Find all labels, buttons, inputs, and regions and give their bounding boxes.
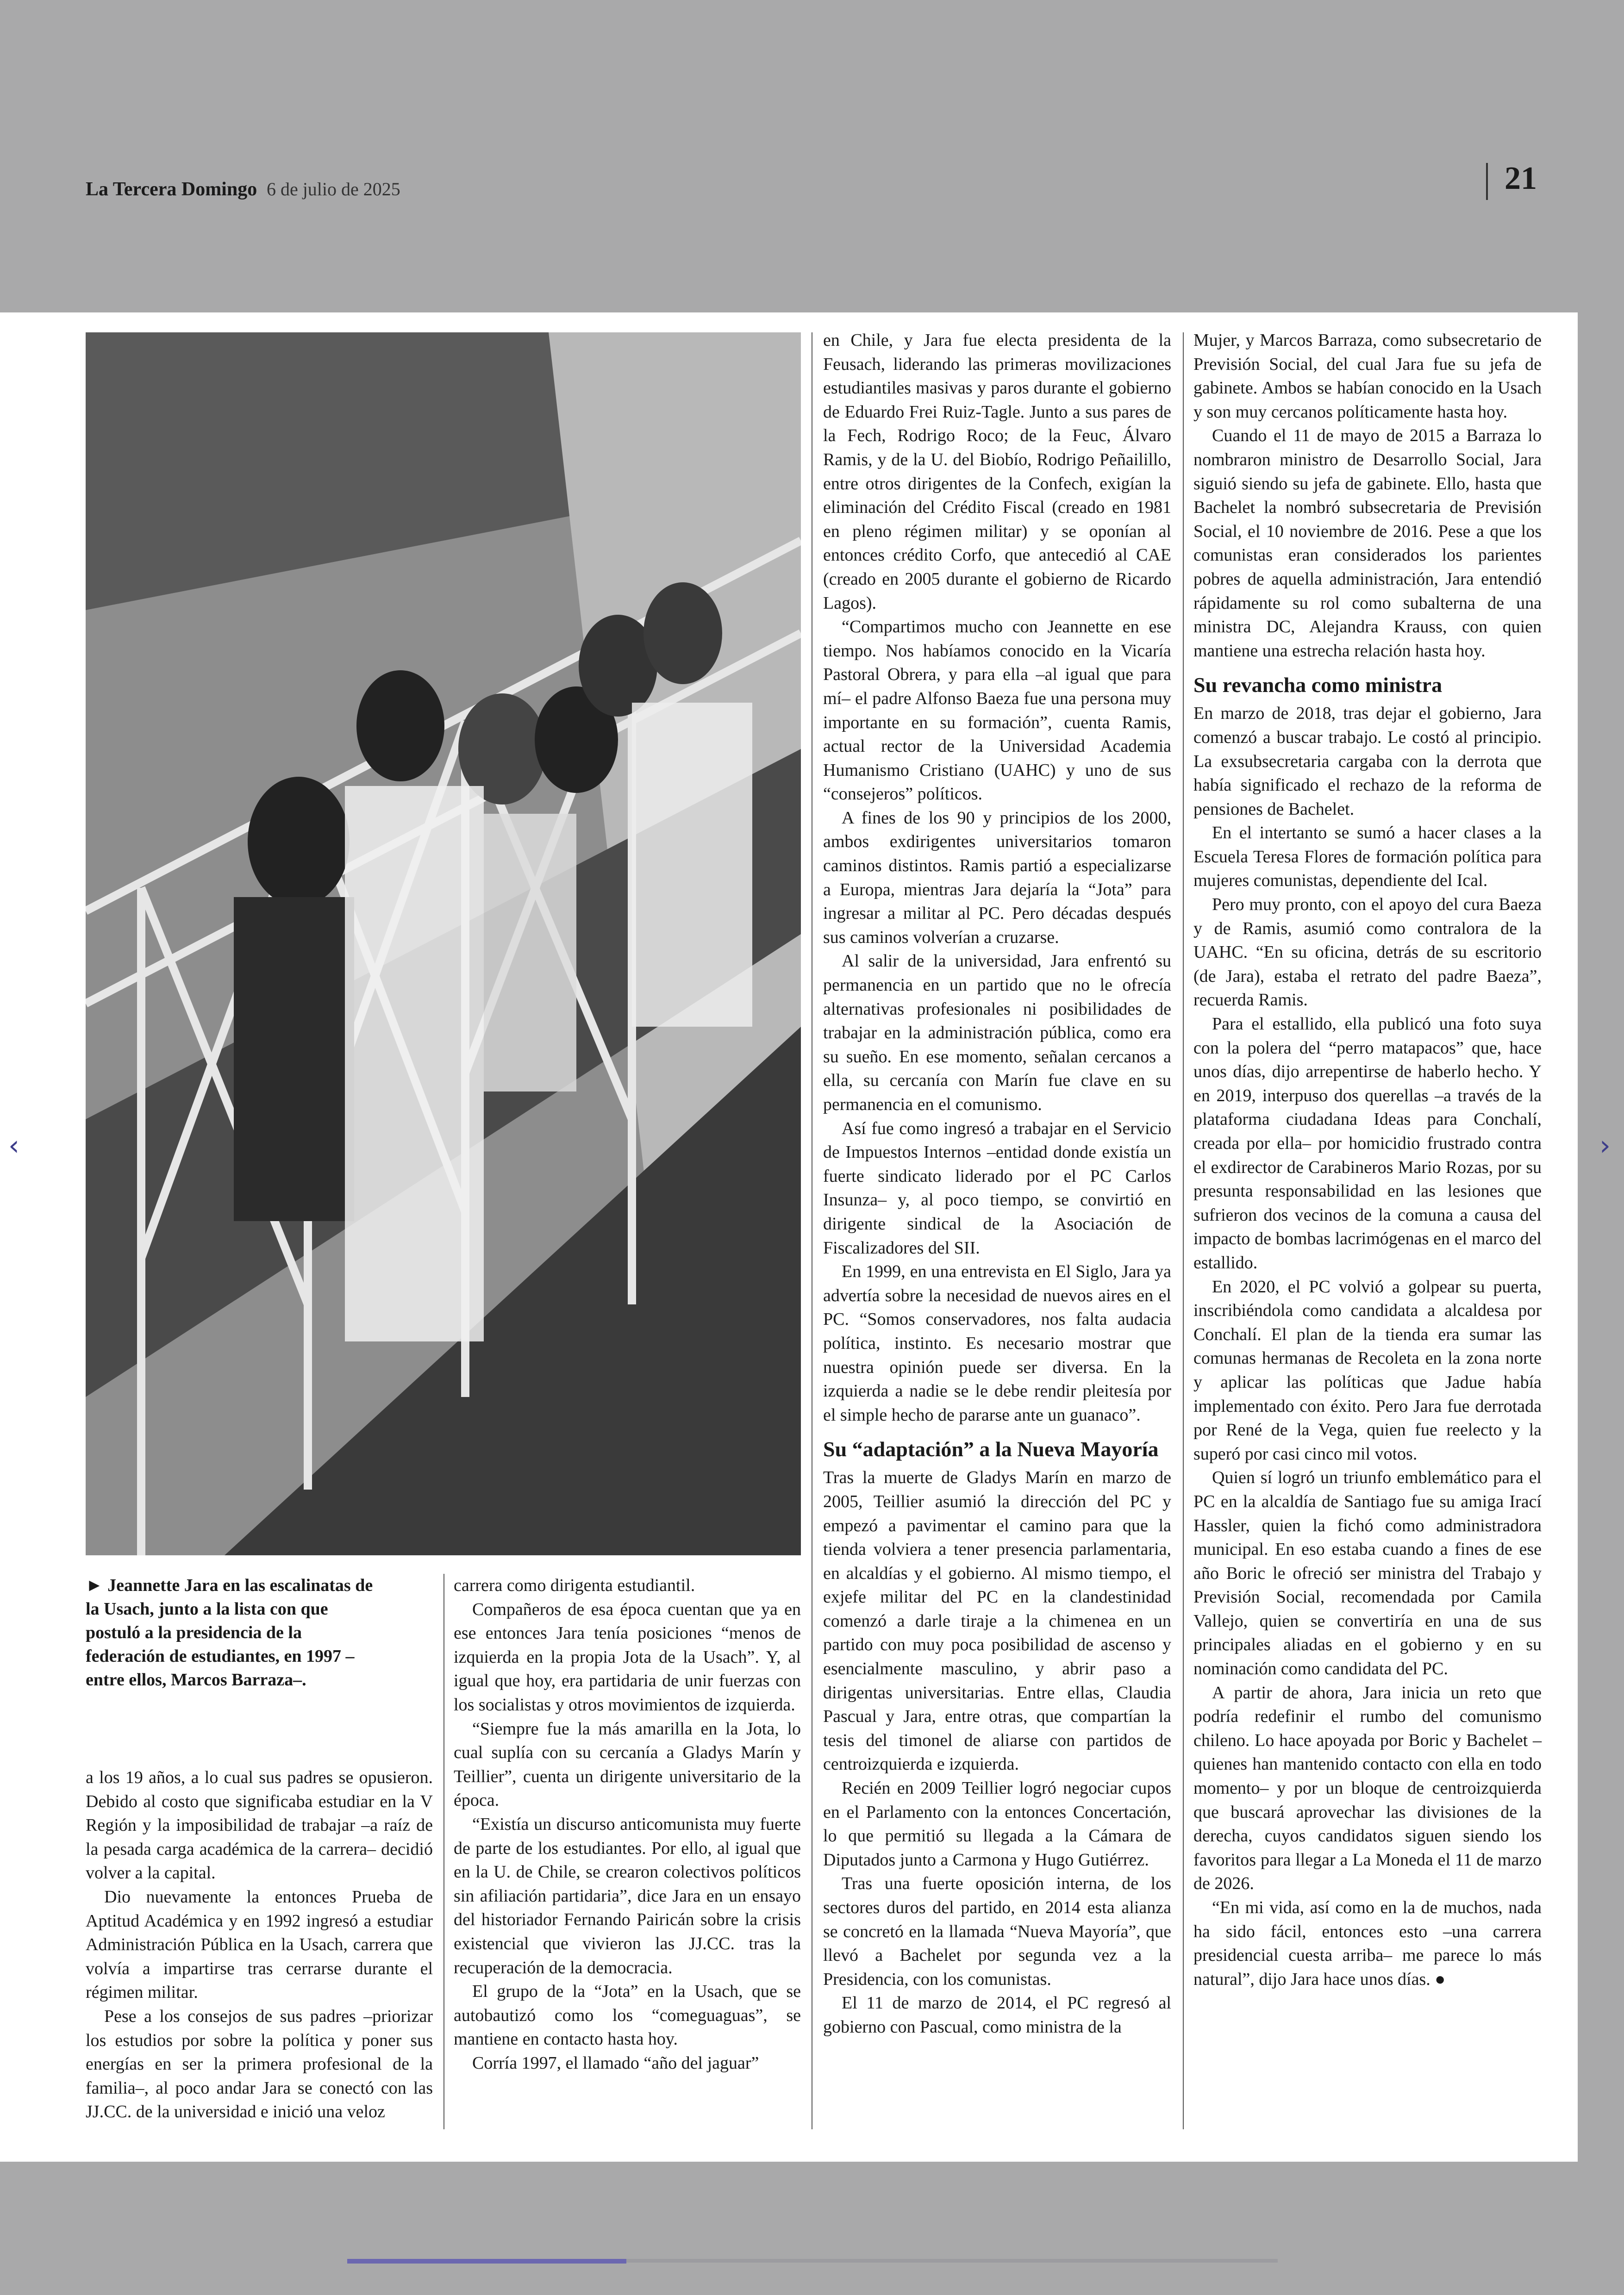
end-of-article-icon: ●: [1435, 1969, 1446, 1989]
paragraph: Compañeros de esa época cuentan que ya en ese entonces Jara tenía posiciones “menos de izquierda en la propia Jota de la Usach”. Y, al igual que hoy, era partidaria de unir fuerzas con los socialistas y otros movimientos de izquierda.: [454, 1599, 801, 1715]
paragraph: A fines de los 90 y principios de los 2000, ambos exdirigentes universitarios tomaron caminos distintos. Ramis partió a especializarse a Europa, mientras Jara dejaría la “Jota” para ingresar a militar al PC. Pero décadas después sus caminos volverían a cruzarse.: [823, 808, 1171, 947]
next-page-button[interactable]: [1599, 1129, 1611, 1162]
paragraph: “Compartimos mucho con Jeannette en ese tiempo. Nos habíamos conocido en la Vicaría Pastoral Obrera, y para ella –al igual que para mí– el padre Alfonso Baeza fue una persona muy importante en su formación”, cuenta Ramis, actual rector de la Universidad Academia Humanismo Cristiano (UAHC) y uno de sus “consejeros” políticos.: [823, 617, 1171, 804]
article-column-4: [1193, 329, 1542, 1991]
paragraph: carrera como dirigenta estudiantil.: [454, 1576, 695, 1595]
paragraph: Tras una fuerte oposición interna, de los sectores duros del partido, en 2014 esta alianza se concretó en la llamada “Nueva Mayoría”, que llevó a Bachelet por segunda vez a la Presidencia, con los comunistas.: [823, 1874, 1171, 1989]
article-column-2: [454, 1574, 801, 2075]
paragraph: El grupo de la “Jota” en la Usach, que se autobautizó como los “comeguaguas”, se mantiene en contacto hasta hoy.: [454, 1982, 801, 2049]
staircase-photo-illustration: [86, 332, 801, 1555]
paragraph: Dio nuevamente la entonces Prueba de Aptitud Académica y en 1992 ingresó a estudiar Administración Pública en la Usach, carrera que volvía a impartirse tras cerrarse durante el régimen militar.: [86, 1887, 433, 2002]
previous-page-button[interactable]: [8, 1129, 19, 1162]
subheading: Su “adaptación” a la Nueva Mayoría: [823, 1437, 1159, 1461]
paragraph: Pese a los consejos de sus padres –priorizar los estudios por sobre la política y poner sus energías en ser la primera profesional de la familia–, al poco andar Jara se conectó con las JJ.CC. de la universidad e inició una veloz: [86, 2006, 433, 2122]
paragraph: Recién en 2009 Teillier logró negociar cupos en el Parlamento con la entonces Concertación, lo que permitió su llegada a la Cámara de Diputados junto a Carmona y Hugo Gutiérrez.: [823, 1778, 1171, 1870]
paragraph: Quien sí logró un triunfo emblemático para el PC en la alcaldía de Santiago fue su amiga Irací Hassler, quien la fichó como administradora municipal. En eso estaba cuando a fines de ese año Boric le ofreció ser ministra del Trabajo y Previsión Social, recomendada por Camila Vallejo, quien se convertiría en una de sus principales aliadas en el gobierno y en su nominación como candidata del PC.: [1193, 1468, 1542, 1679]
paragraph: “Siempre fue la más amarilla en la Jota, lo cual suplía con su cercanía a Gladys Marín y Teillier”, cuenta un dirigente universitario de la época.: [454, 1719, 801, 1810]
paragraph: en Chile, y Jara fue electa presidenta de la Feusach, liderando las primeras movilizaciones estudiantiles masivas y paros durante el gobierno de Eduardo Frei Ruiz-Tagle. Junto a sus pares de la Fech, Rodrigo Roco; de la Feuc, Álvaro Ramis, y de la U. del Biobío, Rodrigo Peñailillo, entre otros dirigentes de la Confech, exigían la eliminación del Crédito Fiscal (creado en 1981 en pleno régimen militar) y se oponían al entonces crédito Corfo, que antecedió al CAE (creado en 2005 durante el gobierno de Ricardo Lagos).: [823, 331, 1171, 613]
paragraph: En 2020, el PC volvió a golpear su puerta, inscribiéndola como candidata a alcaldesa por Conchalí. El plan de la tienda era sumar las comunas hermanas de Recoleta en la zona norte y aplicar las políticas que Jadue había implementado con éxito. Pero Jara fue derrotada por René de la Vega, quien fue reelecto y la superó por casi cinco mil votos.: [1193, 1277, 1542, 1464]
caption-marker: ►: [86, 1576, 103, 1595]
page-number: 21: [1505, 161, 1537, 196]
chevron-left-icon: ‹: [8, 1129, 19, 1162]
reading-progress-fill: [347, 2259, 626, 2264]
paragraph: Pero muy pronto, con el apoyo del cura Baeza y de Ramis, asumió como contralora de la UAHC. “En su oficina, detrás de su escritorio (de Jara), estaba el retrato del padre Baeza”, recuerda Ramis.: [1193, 895, 1542, 1010]
paragraph: A partir de ahora, Jara inicia un reto que podría redefinir el rumbo del comunismo chileno. Lo hace apoyada por Boric y Bachelet –quienes han mantenido contacto con ella en todo momento– y por un bloque de centroizquierda que buscará aprovechar las divisiones de la derecha, cuyos candidatos siguen siendo los favoritos para llegar a La Moneda el 11 de marzo de 2026.: [1193, 1683, 1542, 1894]
paragraph: En marzo de 2018, tras dejar el gobierno, Jara comenzó a buscar trabajo. Le costó al principio. La exsubsecretaria cargaba con la derrota que había significado el rechazo de la reforma de pensiones de Bachelet.: [1193, 704, 1542, 819]
closing-quote: “En mi vida, así como en la de muchos, nada ha sido fácil, entonces esto –una carrera presidencial cuesta arriba– me parece lo más natural”, dijo Jara hace unos días.: [1193, 1898, 1542, 1989]
photo-caption: [86, 1574, 382, 1692]
publication-name: La Tercera Domingo: [86, 179, 257, 200]
page-number-divider: [1486, 163, 1488, 200]
paragraph: El 11 de marzo de 2014, el PC regresó al gobierno con Pascual, como ministra de la: [823, 1993, 1171, 2037]
article-photo: [86, 332, 801, 1555]
paragraph: Cuando el 11 de mayo de 2015 a Barraza lo nombraron ministro de Desarrollo Social, Jara siguió siendo su jefa de gabinete. Ello, hasta que Bachelet la nombró subsecretaria de Previsión Social, el 10 noviembre de 2016. Pese a que los comunistas eran considerados los parientes pobres de aquella administración, Jara entendió rápidamente su rol como subalterna de una ministra DC, Alejandra Krauss, con quien mantiene una estrecha relación hasta hoy.: [1193, 426, 1542, 661]
paragraph: [1193, 1896, 1542, 1991]
paragraph: Así fue como ingresó a trabajar en el Servicio de Impuestos Internos –entidad donde existía un fuerte sindicato liderado por el PC Carlos Insunza– y, al poco tiempo, se convirtió en dirigente sindical de la Asociación de Fiscalizadores del SII.: [823, 1118, 1171, 1258]
paragraph: Corría 1997, el llamado “año del jaguar”: [472, 2053, 759, 2073]
article-column-3: [823, 329, 1171, 2039]
paragraph: En 1999, en una entrevista en El Siglo, Jara ya advertía sobre la necesidad de nuevos aires en el PC. “Somos conservadores, nos falta audacia política, instinto. Es necesario mostrar que nuestra opinión puede ser diversa. En la izquierda a nadie se le debe rendir pleitesía por el simple hecho de pararse ante un guanaco”.: [823, 1262, 1171, 1425]
paragraph: a los 19 años, a lo cual sus padres se opusieron. Debido al costo que significaba estudiar en la V Región y la imposibilidad de trabajar –a raíz de la pesada carga académica de la carrera– decidió volver a la capital.: [86, 1768, 433, 1883]
paragraph: En el intertanto se sumó a hacer clases a la Escuela Teresa Flores de formación política para mujeres comunistas, dependiente del Ical.: [1193, 823, 1542, 891]
caption-text: Jeannette Jara en las escalinatas de la Usach, junto a la lista con que postuló a la presidencia de la federación de estudiantes, en 1997 –entre ellos, Marcos Barraza–.: [86, 1576, 373, 1690]
paragraph: “Existía un discurso anticomunista muy fuerte de parte de los estudiantes. Por ello, al igual que en la U. de Chile, se crearon colectivos políticos sin afiliación partidaria”, dice Jara en un ensayo del historiador Fernando Pairicán sobre la crisis existencial que vivieron las JJ.CC. tras la recuperación de la democracia.: [454, 1814, 801, 1977]
paragraph: Para el estallido, ella publicó una foto suya con la polera del “perro matapacos” que, hace unos días, dijo arrepentirse de haberlo hecho. Y en 2019, interpuso dos querellas –a través de la plataforma ciudadana Ideas para Conchalí, creada por ella– por homicidio frustrado contra el exdirector de Carabineros Mario Rozas, por su presunta responsabilidad en las lesiones que sufrieron dos vecinos de la comuna a causa del impacto de bombas lacrimógenas en el marco del estallido.: [1193, 1014, 1542, 1272]
paragraph: Tras la muerte de Gladys Marín en marzo de 2005, Teillier asumió la dirección del PC y empezó a pavimentar el camino para que la tienda volviera a tener presencia parlamentaria, en alcaldías y el gobierno. Al mismo tiempo, el exjefe militar del PC en la clandestinidad comenzó a darle tiraje a la chimenea en un partido con muy poca posibilidad de ascenso y esencialmente masculino, y abrir paso a dirigentas universitarias. Entre ellas, Claudia Pascual y Jara, entre otras, que compartían la tesis del timonel de aliarse con partidos de centroizquierda e izquierda.: [823, 1468, 1171, 1774]
masthead: [86, 178, 400, 200]
chevron-right-icon: ›: [1599, 1129, 1611, 1162]
paragraph: Mujer, y Marcos Barraza, como subsecretario de Previsión Social, del cual Jara fue su jefa de gabinete. Ambos se habían conocido en la Usach y son muy cercanos políticamente hasta hoy.: [1193, 331, 1542, 422]
subheading: Su revancha como ministra: [1193, 673, 1443, 697]
article-column-1: [86, 1766, 433, 2124]
column-rule: [1183, 332, 1184, 2129]
publication-date: 6 de julio de 2025: [266, 179, 400, 200]
column-rule: [443, 1574, 444, 2129]
paragraph: Al salir de la universidad, Jara enfrentó su permanencia en un partido que no le ofrecía alternativas profesionales ni posibilidades de trabajar en la administración pública, como era su sueño. En ese momento, señalan cercanos a ella, su cercanía con Marín fue clave en su permanencia en el comunismo.: [823, 951, 1171, 1114]
page-header: [0, 0, 1624, 312]
